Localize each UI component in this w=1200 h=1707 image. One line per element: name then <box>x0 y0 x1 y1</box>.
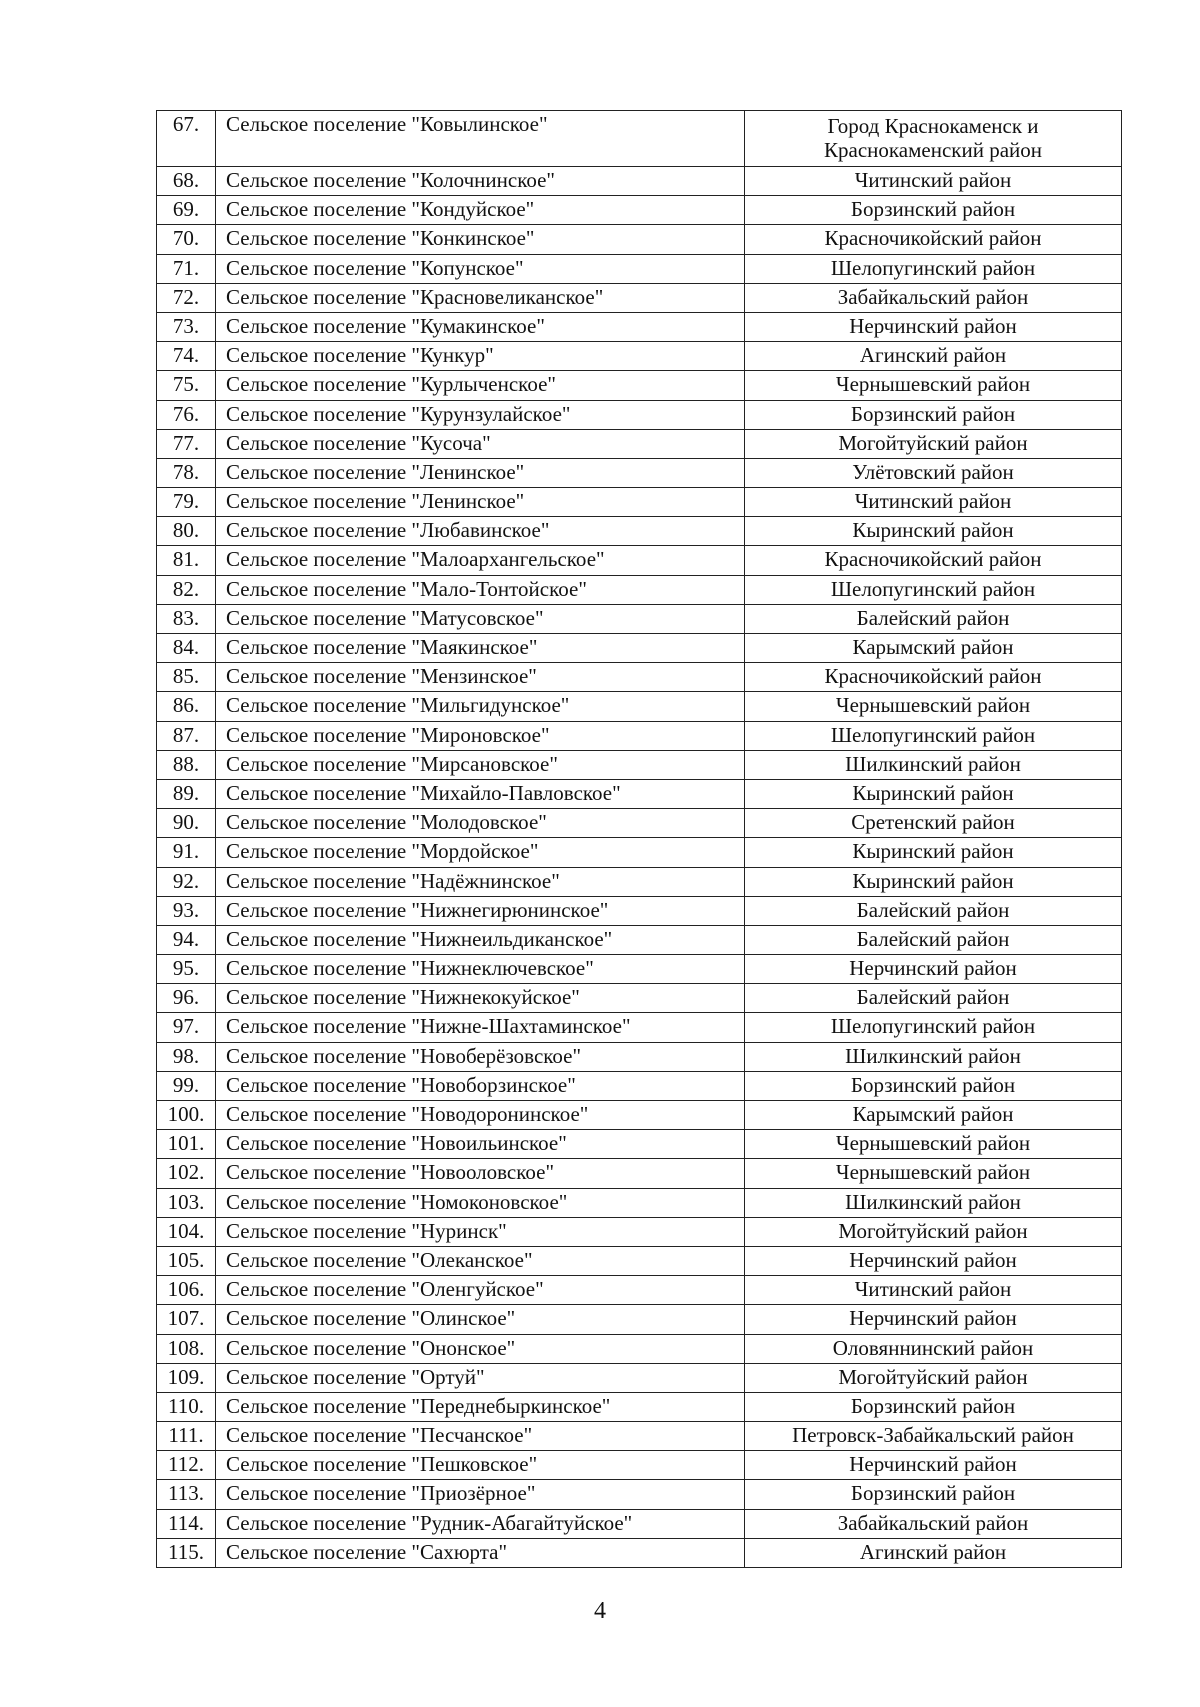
district-name: Нерчинский район <box>745 1305 1122 1334</box>
row-number: 100. <box>157 1101 216 1130</box>
row-number: 99. <box>157 1071 216 1100</box>
district-name: Оловяннинский район <box>745 1334 1122 1363</box>
row-number: 113. <box>157 1480 216 1509</box>
settlement-name: Сельское поселение "Рудник-Абагайтуйское" <box>216 1509 745 1538</box>
district-name: Балейский район <box>745 604 1122 633</box>
settlement-name: Сельское поселение "Новоберёзовское" <box>216 1042 745 1071</box>
district-name: Чернышевский район <box>745 692 1122 721</box>
table-row <box>157 1013 1122 1042</box>
district-name: Чернышевский район <box>745 1159 1122 1188</box>
row-number: 73. <box>157 312 216 341</box>
table-row <box>157 488 1122 517</box>
table-row <box>157 1538 1122 1567</box>
district-name: Чернышевский район <box>745 371 1122 400</box>
district-name: Красночикойский район <box>745 663 1122 692</box>
settlement-name: Сельское поселение "Мирсановское" <box>216 750 745 779</box>
row-number: 84. <box>157 634 216 663</box>
settlement-name: Сельское поселение "Переднебыркинское" <box>216 1392 745 1421</box>
settlement-name: Сельское поселение "Нижнеключевское" <box>216 955 745 984</box>
row-number: 114. <box>157 1509 216 1538</box>
table-row <box>157 167 1122 196</box>
settlement-name: Сельское поселение "Мало-Тонтойское" <box>216 575 745 604</box>
table-row <box>157 1451 1122 1480</box>
row-number: 107. <box>157 1305 216 1334</box>
table-row <box>157 283 1122 312</box>
table-row <box>157 984 1122 1013</box>
settlement-name: Сельское поселение "Олинское" <box>216 1305 745 1334</box>
settlement-name: Сельское поселение "Ковылинское" <box>216 111 745 167</box>
table-row <box>157 634 1122 663</box>
district-name: Кыринский район <box>745 867 1122 896</box>
row-number: 89. <box>157 779 216 808</box>
district-name: Шелопугинский район <box>745 575 1122 604</box>
table-row <box>157 809 1122 838</box>
district-name: Улётовский район <box>745 458 1122 487</box>
settlement-name: Сельское поселение "Мильгидунское" <box>216 692 745 721</box>
table-row <box>157 371 1122 400</box>
table-row <box>157 1159 1122 1188</box>
settlement-name: Сельское поселение "Кусоча" <box>216 429 745 458</box>
row-number: 108. <box>157 1334 216 1363</box>
table-body <box>157 111 1122 1568</box>
settlement-name: Сельское поселение "Сахюрта" <box>216 1538 745 1567</box>
table-row <box>157 517 1122 546</box>
row-number: 82. <box>157 575 216 604</box>
row-number: 92. <box>157 867 216 896</box>
row-number: 111. <box>157 1422 216 1451</box>
table-row <box>157 196 1122 225</box>
district-name: Карымский район <box>745 634 1122 663</box>
district-name: Читинский район <box>745 167 1122 196</box>
district-name: Борзинский район <box>745 196 1122 225</box>
row-number: 79. <box>157 488 216 517</box>
settlement-name: Сельское поселение "Новооловское" <box>216 1159 745 1188</box>
district-name: Забайкальский район <box>745 1509 1122 1538</box>
settlement-name: Сельское поселение "Малоархангельское" <box>216 546 745 575</box>
district-name: Город Краснокаменск и Краснокаменский район <box>745 111 1122 167</box>
row-number: 105. <box>157 1246 216 1275</box>
row-number: 104. <box>157 1217 216 1246</box>
table-row <box>157 111 1122 167</box>
settlement-name: Сельское поселение "Песчанское" <box>216 1422 745 1451</box>
settlement-name: Сельское поселение "Матусовское" <box>216 604 745 633</box>
settlement-name: Сельское поселение "Маякинское" <box>216 634 745 663</box>
settlement-name: Сельское поселение "Новоильинское" <box>216 1130 745 1159</box>
settlement-name: Сельское поселение "Нуринск" <box>216 1217 745 1246</box>
settlement-name: Сельское поселение "Красновеликанское" <box>216 283 745 312</box>
district-name: Сретенский район <box>745 809 1122 838</box>
table-row <box>157 1071 1122 1100</box>
row-number: 102. <box>157 1159 216 1188</box>
settlement-name: Сельское поселение "Кункур" <box>216 342 745 371</box>
row-number: 78. <box>157 458 216 487</box>
table-row <box>157 546 1122 575</box>
row-number: 70. <box>157 225 216 254</box>
district-name: Читинский район <box>745 1276 1122 1305</box>
district-name: Нерчинский район <box>745 1451 1122 1480</box>
table-row <box>157 312 1122 341</box>
district-name: Красночикойский район <box>745 225 1122 254</box>
district-name: Чернышевский район <box>745 1130 1122 1159</box>
district-name: Борзинский район <box>745 1071 1122 1100</box>
district-name: Шилкинский район <box>745 750 1122 779</box>
row-number: 85. <box>157 663 216 692</box>
page-number: 4 <box>594 1598 606 1624</box>
settlement-name: Сельское поселение "Мензинское" <box>216 663 745 692</box>
table-row <box>157 692 1122 721</box>
district-name: Борзинский район <box>745 1392 1122 1421</box>
table-row <box>157 254 1122 283</box>
row-number: 101. <box>157 1130 216 1159</box>
settlement-name: Сельское поселение "Ононское" <box>216 1334 745 1363</box>
row-number: 109. <box>157 1363 216 1392</box>
district-name: Шилкинский район <box>745 1188 1122 1217</box>
row-number: 75. <box>157 371 216 400</box>
district-name: Читинский район <box>745 488 1122 517</box>
district-name: Нерчинский район <box>745 1246 1122 1275</box>
settlement-name: Сельское поселение "Нижне-Шахтаминское" <box>216 1013 745 1042</box>
settlement-name: Сельское поселение "Номоконовское" <box>216 1188 745 1217</box>
settlement-name: Сельское поселение "Молодовское" <box>216 809 745 838</box>
table-row <box>157 750 1122 779</box>
settlement-name: Сельское поселение "Мордойское" <box>216 838 745 867</box>
table-row <box>157 1392 1122 1421</box>
table-row <box>157 1276 1122 1305</box>
settlements-table <box>156 110 1122 1568</box>
settlement-name: Сельское поселение "Олеканское" <box>216 1246 745 1275</box>
settlement-name: Сельское поселение "Курунзулайское" <box>216 400 745 429</box>
row-number: 93. <box>157 896 216 925</box>
table-row <box>157 1188 1122 1217</box>
row-number: 90. <box>157 809 216 838</box>
district-name: Нерчинский район <box>745 955 1122 984</box>
settlement-name: Сельское поселение "Кумакинское" <box>216 312 745 341</box>
district-name: Борзинский район <box>745 1480 1122 1509</box>
settlement-name: Сельское поселение "Новоборзинское" <box>216 1071 745 1100</box>
settlement-name: Сельское поселение "Михайло-Павловское" <box>216 779 745 808</box>
district-name: Нерчинский район <box>745 312 1122 341</box>
district-name: Агинский район <box>745 342 1122 371</box>
table-row <box>157 1305 1122 1334</box>
table-row <box>157 1101 1122 1130</box>
district-name: Борзинский район <box>745 400 1122 429</box>
settlement-name: Сельское поселение "Оленгуйское" <box>216 1276 745 1305</box>
settlement-name: Сельское поселение "Нижнеильдиканское" <box>216 925 745 954</box>
row-number: 76. <box>157 400 216 429</box>
table-row <box>157 1334 1122 1363</box>
row-number: 74. <box>157 342 216 371</box>
table-row <box>157 1246 1122 1275</box>
table-row <box>157 867 1122 896</box>
table-row <box>157 575 1122 604</box>
settlement-name: Сельское поселение "Нижнекокуйское" <box>216 984 745 1013</box>
settlement-name: Сельское поселение "Колочнинское" <box>216 167 745 196</box>
row-number: 71. <box>157 254 216 283</box>
settlement-name: Сельское поселение "Ленинское" <box>216 488 745 517</box>
district-name: Карымский район <box>745 1101 1122 1130</box>
district-name: Могойтуйский район <box>745 1217 1122 1246</box>
table-row <box>157 838 1122 867</box>
table-row <box>157 1480 1122 1509</box>
row-number: 86. <box>157 692 216 721</box>
settlement-name: Сельское поселение "Новодоронинское" <box>216 1101 745 1130</box>
settlement-name: Сельское поселение "Любавинское" <box>216 517 745 546</box>
district-name: Агинский район <box>745 1538 1122 1567</box>
settlement-name: Сельское поселение "Пешковское" <box>216 1451 745 1480</box>
district-name: Шелопугинский район <box>745 254 1122 283</box>
table-row <box>157 1042 1122 1071</box>
row-number: 72. <box>157 283 216 312</box>
row-number: 69. <box>157 196 216 225</box>
settlement-name: Сельское поселение "Нижнегирюнинское" <box>216 896 745 925</box>
row-number: 83. <box>157 604 216 633</box>
district-name: Шелопугинский район <box>745 1013 1122 1042</box>
row-number: 80. <box>157 517 216 546</box>
table-row <box>157 1422 1122 1451</box>
district-name: Балейский район <box>745 925 1122 954</box>
row-number: 67. <box>157 111 216 167</box>
table-row <box>157 955 1122 984</box>
row-number: 77. <box>157 429 216 458</box>
table-row <box>157 779 1122 808</box>
settlement-name: Сельское поселение "Кондуйское" <box>216 196 745 225</box>
district-name: Могойтуйский район <box>745 429 1122 458</box>
district-name: Могойтуйский район <box>745 1363 1122 1392</box>
row-number: 115. <box>157 1538 216 1567</box>
row-number: 106. <box>157 1276 216 1305</box>
table-row <box>157 925 1122 954</box>
settlement-name: Сельское поселение "Надёжнинское" <box>216 867 745 896</box>
table-row <box>157 225 1122 254</box>
district-name: Балейский район <box>745 896 1122 925</box>
district-name: Кыринский район <box>745 779 1122 808</box>
table-row <box>157 458 1122 487</box>
row-number: 110. <box>157 1392 216 1421</box>
row-number: 112. <box>157 1451 216 1480</box>
settlement-name: Сельское поселение "Ленинское" <box>216 458 745 487</box>
table-row <box>157 342 1122 371</box>
table-row <box>157 604 1122 633</box>
table-row <box>157 429 1122 458</box>
table-row <box>157 1363 1122 1392</box>
district-name: Шелопугинский район <box>745 721 1122 750</box>
row-number: 94. <box>157 925 216 954</box>
district-name: Балейский район <box>745 984 1122 1013</box>
table-row <box>157 663 1122 692</box>
row-number: 98. <box>157 1042 216 1071</box>
row-number: 97. <box>157 1013 216 1042</box>
row-number: 88. <box>157 750 216 779</box>
table-row <box>157 1217 1122 1246</box>
settlement-name: Сельское поселение "Копунское" <box>216 254 745 283</box>
row-number: 87. <box>157 721 216 750</box>
settlement-name: Сельское поселение "Мироновское" <box>216 721 745 750</box>
table-row <box>157 1509 1122 1538</box>
table-row <box>157 721 1122 750</box>
settlement-name: Сельское поселение "Ортуй" <box>216 1363 745 1392</box>
settlement-name: Сельское поселение "Курлыченское" <box>216 371 745 400</box>
row-number: 91. <box>157 838 216 867</box>
settlement-name: Сельское поселение "Конкинское" <box>216 225 745 254</box>
district-name: Красночикойский район <box>745 546 1122 575</box>
table-row <box>157 896 1122 925</box>
row-number: 95. <box>157 955 216 984</box>
row-number: 103. <box>157 1188 216 1217</box>
district-name: Петровск-Забайкальский район <box>745 1422 1122 1451</box>
district-name: Кыринский район <box>745 517 1122 546</box>
row-number: 68. <box>157 167 216 196</box>
district-name: Шилкинский район <box>745 1042 1122 1071</box>
row-number: 96. <box>157 984 216 1013</box>
table-row <box>157 400 1122 429</box>
district-name: Кыринский район <box>745 838 1122 867</box>
table-row <box>157 1130 1122 1159</box>
district-name: Забайкальский район <box>745 283 1122 312</box>
row-number: 81. <box>157 546 216 575</box>
settlement-name: Сельское поселение "Приозёрное" <box>216 1480 745 1509</box>
